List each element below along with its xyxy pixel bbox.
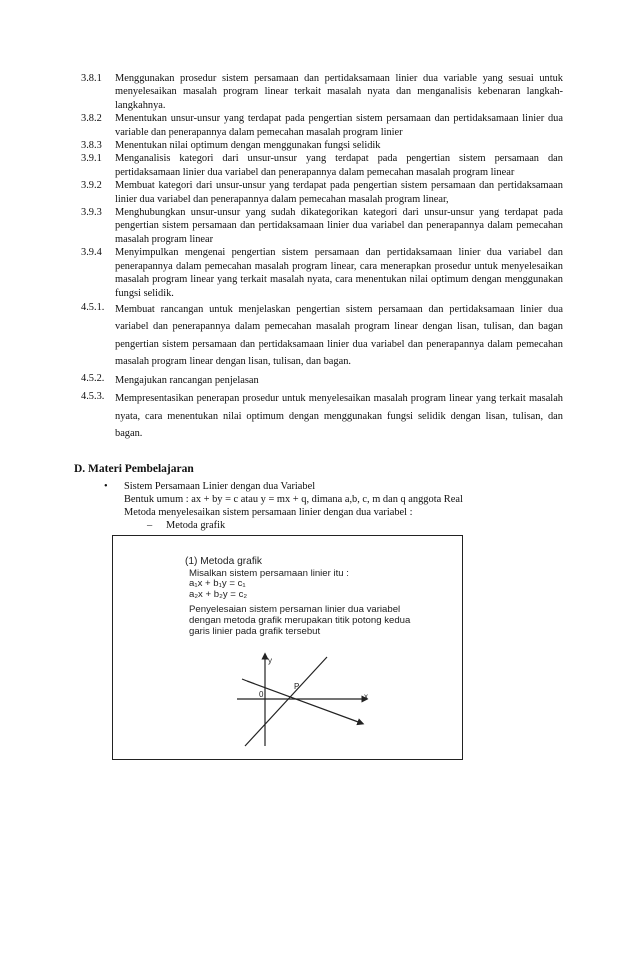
- objective-text: Menganalisis kategori dari unsur-unsur yang terdapat pada pengertian sistem persamaan dan pertidaksamaan linier dua variabel dan penerapannya dalam pemecahan masalah program linear: [115, 153, 563, 178]
- figure-description-line: garis linier pada grafik tersebut: [189, 625, 321, 637]
- objective-item: [81, 206, 563, 246]
- objective-item: [81, 152, 563, 179]
- axis-x-label: x: [364, 692, 368, 701]
- line-2-tail: [242, 679, 247, 681]
- objective-item: [81, 372, 563, 390]
- objective-number: 4.5.3.: [81, 391, 105, 403]
- line-2: [247, 681, 361, 723]
- bullet-line: Metoda menyelesaikan sistem persamaan linier dengan dua variabel :: [124, 507, 413, 518]
- bullet-line: Bentuk umum : ax + by = c atau y = mx + q, dimana a,b, c, m dan q anggota Real: [124, 494, 463, 505]
- figure-equation-2: a₂x + b₂y = c₂: [189, 588, 248, 600]
- objective-number: 3.9.2: [81, 180, 102, 192]
- origin-label: 0: [259, 690, 264, 699]
- intersection-point-label: P: [294, 682, 300, 691]
- objective-number: 3.9.4: [81, 247, 102, 259]
- objective-text: Menghubungkan unsur-unsur yang sudah dikategorikan kategori dari unsur-unsur yang terdapat pada pengertian sistem persamaan dan pertidaksamaan linier dua variabel dan penerapannya dalam pemecahan masalah program linear: [115, 207, 563, 245]
- objective-item: [81, 390, 563, 443]
- objective-number: 4.5.2.: [81, 372, 105, 384]
- objective-number: 3.9.1: [81, 153, 102, 165]
- objective-text: Membuat rancangan untuk menjelaskan pengertian sistem persamaan dan pertidaksamaan linier dua variabel dan penerapannya dalam pemecahan masalah program linear dengan lisan, tulisan, dan bagan pengertian sistem persamaan dan pertidaksamaan linier dua variabel dan penerapannya dalam pemecahan masalah program linear dengan lisan, tulisan, dan bagan.: [115, 303, 563, 368]
- objective-text: Menentukan unsur-unsur yang terdapat pada pengertian sistem persamaan dan pertidaksamaan linier dua variable dan penerapannya dalam pemecahan masalah program linier: [115, 113, 563, 138]
- axis-y-label: y: [268, 656, 272, 665]
- objective-text: Menggunakan prosedur sistem persamaan dan pertidaksamaan linier dua variable yang sesuai untuk menyelesaikan masalah program linear terkait masalah nyata dan menganalisis kebenaran langkah-langkahnya.: [115, 73, 563, 111]
- objective-text: Menentukan nilai optimum dengan menggunakan fungsi selidik: [115, 140, 381, 152]
- dash-item: [147, 519, 566, 532]
- objective-item: [81, 72, 563, 112]
- materials-list: [96, 480, 566, 532]
- graph-method-figure: [112, 535, 463, 760]
- objective-item: [81, 301, 563, 371]
- figure-equation-1: a₁x + b₁y = c₁: [189, 578, 246, 590]
- objective-number: 4.5.1.: [81, 301, 105, 313]
- objective-number: 3.8.3: [81, 140, 102, 152]
- objective-item: [81, 139, 563, 152]
- objective-text: Mempresentasikan penerapan prosedur untuk menyelesaikan masalah program linear yang terkait masalah nyata, cara menentukan nilai optimum dengan menggunakan fungsi selidik dengan lisan, tulisan, dan bagan.: [115, 393, 563, 440]
- objective-item: [81, 179, 563, 206]
- section-title: D. Materi Pembelajaran: [74, 463, 194, 475]
- objective-text: Menyimpulkan mengenai pengertian sistem persamaan dan pertidaksamaan linier dua variabel dan penerapannya dalam pemecahan masalah program linear, cara menerapkan prosedur untuk menyelesaikan masalah program linear yang terkait masalah nyata, cara menentukan nilai optimum dengan menggunakan fungsi selidik.: [115, 247, 563, 299]
- learning-objectives-list: [81, 72, 563, 444]
- dash-text: Metoda grafik: [166, 520, 226, 531]
- objective-number: 3.8.2: [81, 113, 102, 125]
- objective-number: 3.9.3: [81, 207, 102, 219]
- objective-text: Membuat kategori dari unsur-unsur yang terdapat pada pengertian sistem persamaan dan pertidaksamaan linier dua variabel dan penerapannya dalam pemecahan masalah program linear,: [115, 180, 563, 205]
- objective-text: Mengajukan rancangan penjelasan: [115, 374, 259, 386]
- intersection-graph: [113, 536, 464, 761]
- figure-intro: Misalkan sistem persamaan linier itu :: [189, 567, 349, 579]
- bullet-line: Sistem Persamaan Linier dengan dua Variabel: [124, 481, 316, 492]
- objective-item: [81, 246, 563, 300]
- line-1: [245, 657, 327, 746]
- objective-item: [81, 112, 563, 139]
- figure-description-line: dengan metoda grafik merupakan titik potong kedua: [189, 614, 411, 626]
- figure-description-line: Penyelesaian sistem persaman linier dua variabel: [189, 604, 401, 616]
- bullet-icon: •: [104, 481, 108, 492]
- bullet-text: [124, 480, 463, 519]
- figure-title: (1) Metoda grafik: [185, 556, 263, 567]
- dash-icon: –: [147, 520, 153, 531]
- objective-number: 3.8.1: [81, 73, 102, 84]
- bullet-item: [96, 480, 566, 519]
